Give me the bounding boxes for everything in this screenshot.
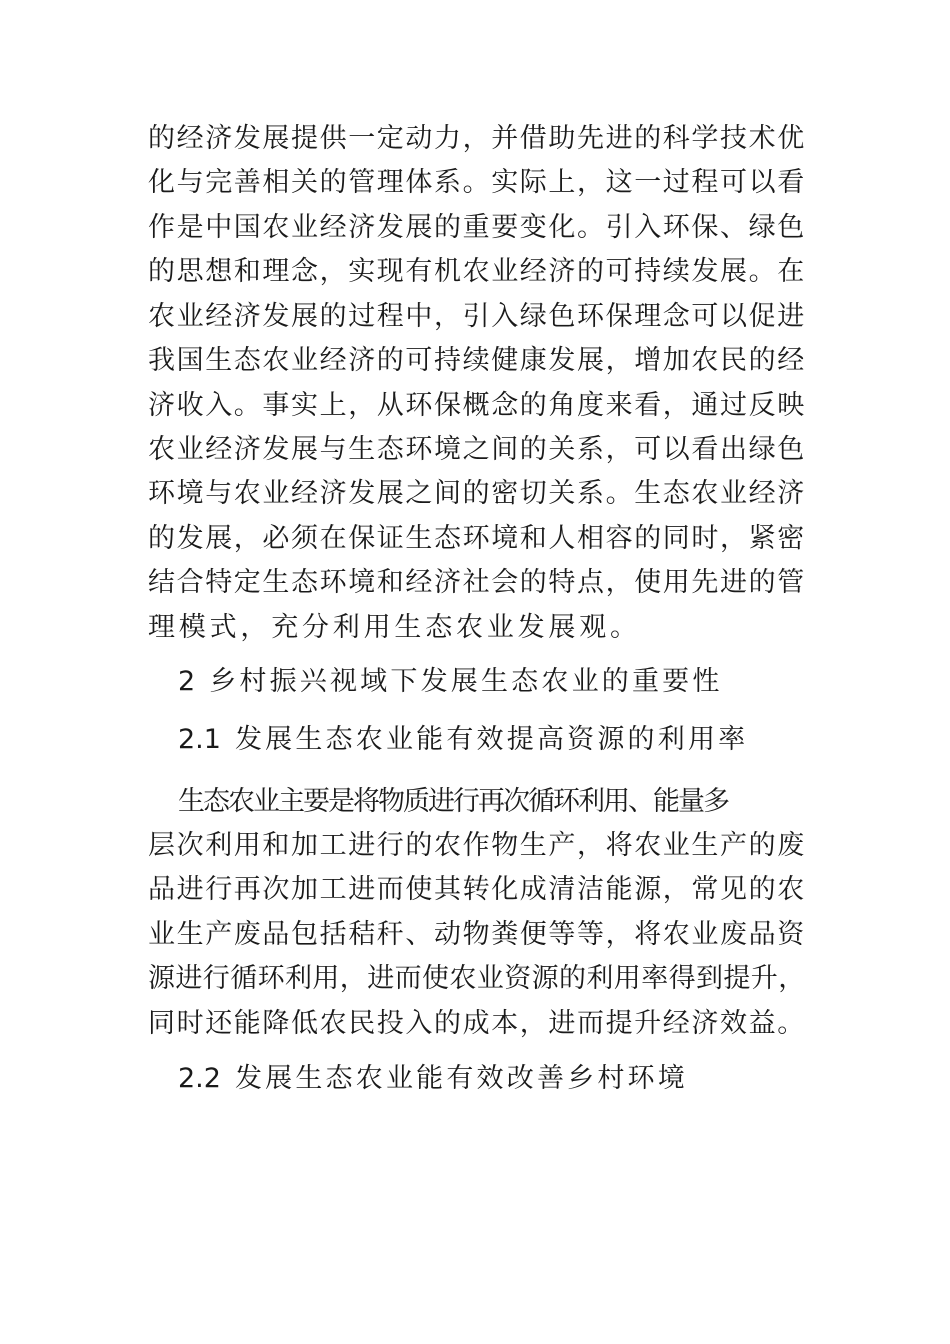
paragraph-2-line: 层次利用和加工进行的农作物生产，将农业生产的废 <box>148 830 806 861</box>
section-2-number: 2 <box>178 666 196 697</box>
section-2-1-title: 发展生态农业能有效提高资源的利用率 <box>234 724 749 755</box>
section-2-2-title: 发展生态农业能有效改善乡村环境 <box>234 1063 688 1094</box>
paragraph-1-line: 结合特定生态环境和经济社会的特点，使用先进的管 <box>148 567 806 598</box>
paragraph-1-line: 作是中国农业经济发展的重要变化。引入环保、绿色 <box>148 212 806 243</box>
paragraph-1-line: 环境与农业经济发展之间的密切关系。生态农业经济 <box>148 478 806 509</box>
section-2-heading <box>178 664 723 700</box>
section-2-title: 乡村振兴视域下发展生态农业的重要性 <box>209 666 723 697</box>
paragraph-2-line: 品进行再次加工进而使其转化成清洁能源，常见的农 <box>148 874 806 905</box>
paragraph-1-line: 的经济发展提供一定动力，并借助先进的科学技术优 <box>148 123 806 154</box>
paragraph-2-line: 同时还能降低农民投入的成本，进而提升经济效益。 <box>148 1008 806 1039</box>
section-2-2-number: 2.2 <box>178 1063 221 1094</box>
paragraph-1-line: 化与完善相关的管理体系。实际上，这一过程可以看 <box>148 167 806 198</box>
paragraph-1-line: 的发展，必须在保证生态环境和人相容的同时，紧密 <box>148 523 806 554</box>
paragraph-1-line: 农业经济发展的过程中，引入绿色环保理念可以促进 <box>148 301 806 332</box>
paragraph-1-line: 我国生态农业经济的可持续健康发展，增加农民的经 <box>148 345 806 376</box>
section-2-1-number: 2.1 <box>178 724 221 755</box>
paragraph-2-line: 源进行循环利用，进而使农业资源的利用率得到提升， <box>148 963 806 994</box>
section-2-1-heading <box>178 722 748 758</box>
paragraph-2-line: 业生产废品包括秸秆、动物粪便等等，将农业废品资 <box>148 919 806 950</box>
paragraph-1-line: 农业经济发展与生态环境之间的关系，可以看出绿色 <box>148 434 806 465</box>
paragraph-2-line: 生态农业主要是将物质进行再次循环利用、能量多 <box>178 786 728 817</box>
paragraph-1-line: 理模式，充分利用生态农业发展观。 <box>148 612 641 643</box>
paragraph-1-line: 济收入。事实上，从环保概念的角度来看，通过反映 <box>148 390 806 421</box>
section-2-2-heading <box>178 1061 688 1097</box>
paragraph-1-line: 的思想和理念，实现有机农业经济的可持续发展。在 <box>148 256 806 287</box>
